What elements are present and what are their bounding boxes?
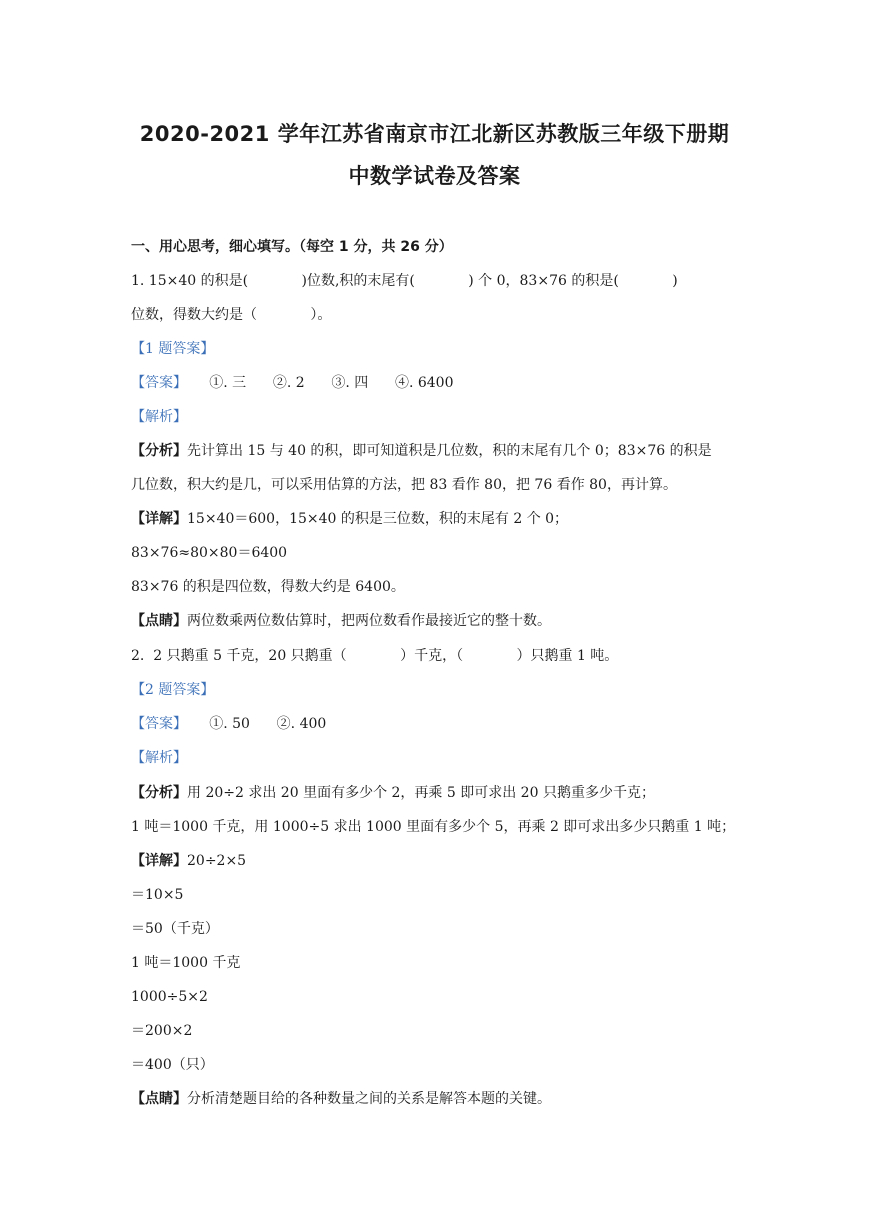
q1-analysis-header: 【解析】	[131, 409, 187, 425]
q2-step-1: ＝10×5	[131, 887, 184, 903]
q1-fenxi-line1	[131, 442, 712, 460]
q2-answer-header: 【2 题答案】	[131, 682, 215, 698]
q2-answer-text: ①. 50 ②. 400	[187, 716, 327, 732]
document-title-line2: 中数学试卷及答案	[348, 164, 521, 188]
q2-step-4: 1000÷5×2	[131, 989, 208, 1005]
q1-answer-label: 【答案】	[131, 375, 187, 391]
q1-xiangjie-text1: 15×40＝600，15×40 的积是三位数，积的末尾有 2 个 0；	[187, 511, 569, 527]
q1-stem-line1: 1. 15×40 的积是( )位数,积的末尾有( ) 个 0，83×76 的积是( )	[131, 273, 678, 289]
q1-dianjing	[131, 612, 551, 630]
q1-fenxi-label: 【分析】	[131, 443, 187, 459]
q1-xiangjie-line3: 83×76 的积是四位数，得数大约是 6400。	[131, 579, 405, 595]
q2-dianjing-text: 分析清楚题目给的各种数量之间的关系是解答本题的关键。	[187, 1091, 551, 1107]
q2-fenxi-line2: 1 吨＝1000 千克，用 1000÷5 求出 1000 里面有多少个 5，再乘 2 即可求出多少只鹅重 1 吨；	[131, 819, 736, 835]
q2-fenxi-label: 【分析】	[131, 785, 187, 801]
q1-answer-header: 【1 题答案】	[131, 341, 215, 357]
q2-xiangjie-label: 【详解】	[131, 853, 187, 869]
q2-dianjing	[131, 1090, 551, 1108]
q2-step-2: ＝50（千克）	[131, 921, 219, 937]
section-heading: 一、用心思考，细心填写。（每空 1 分，共 26 分）	[131, 239, 453, 255]
q2-step-5: ＝200×2	[131, 1023, 193, 1039]
q2-answer-row	[131, 715, 326, 733]
q2-fenxi-text1: 用 20÷2 求出 20 里面有多少个 2，再乘 5 即可求出 20 只鹅重多少千克；	[187, 785, 655, 801]
q2-xiangjie-line1	[131, 852, 246, 870]
q1-fenxi-line2: 几位数，积大约是几，可以采用估算的方法，把 83 看作 80，把 76 看作 80，再计算。	[131, 477, 677, 493]
q1-xiangjie-line1	[131, 510, 568, 528]
q2-step-3: 1 吨＝1000 千克	[131, 955, 241, 971]
q2-answer-label: 【答案】	[131, 716, 187, 732]
document-title-line1: 2020-2021 学年江苏省南京市江北新区苏教版三年级下册期	[139, 122, 730, 146]
q2-dianjing-label: 【点睛】	[131, 1091, 187, 1107]
q1-xiangjie-line2: 83×76≈80×80＝6400	[131, 545, 288, 561]
q1-stem-line2: 位数，得数大约是（ ）。	[131, 307, 332, 323]
q1-dianjing-text: 两位数乘两位数估算时，把两位数看作最接近它的整十数。	[187, 613, 551, 629]
q1-fenxi-text1: 先计算出 15 与 40 的积，即可知道积是几位数，积的末尾有几个 0；83×76 的积是	[187, 443, 712, 459]
q2-stem: 2. 2 只鹅重 5 千克，20 只鹅重（ ）千克，（ ）只鹅重 1 吨。	[131, 648, 619, 664]
q1-dianjing-label: 【点睛】	[131, 613, 187, 629]
q2-step-0: 20÷2×5	[187, 853, 247, 869]
q2-step-6: ＝400（只）	[131, 1057, 214, 1073]
q1-answer-text: ①. 三 ②. 2 ③. 四 ④. 6400	[187, 375, 454, 391]
q2-analysis-header: 【解析】	[131, 750, 187, 766]
q1-xiangjie-label: 【详解】	[131, 511, 187, 527]
q1-answer-row	[131, 374, 454, 392]
q2-fenxi-line1	[131, 784, 655, 802]
